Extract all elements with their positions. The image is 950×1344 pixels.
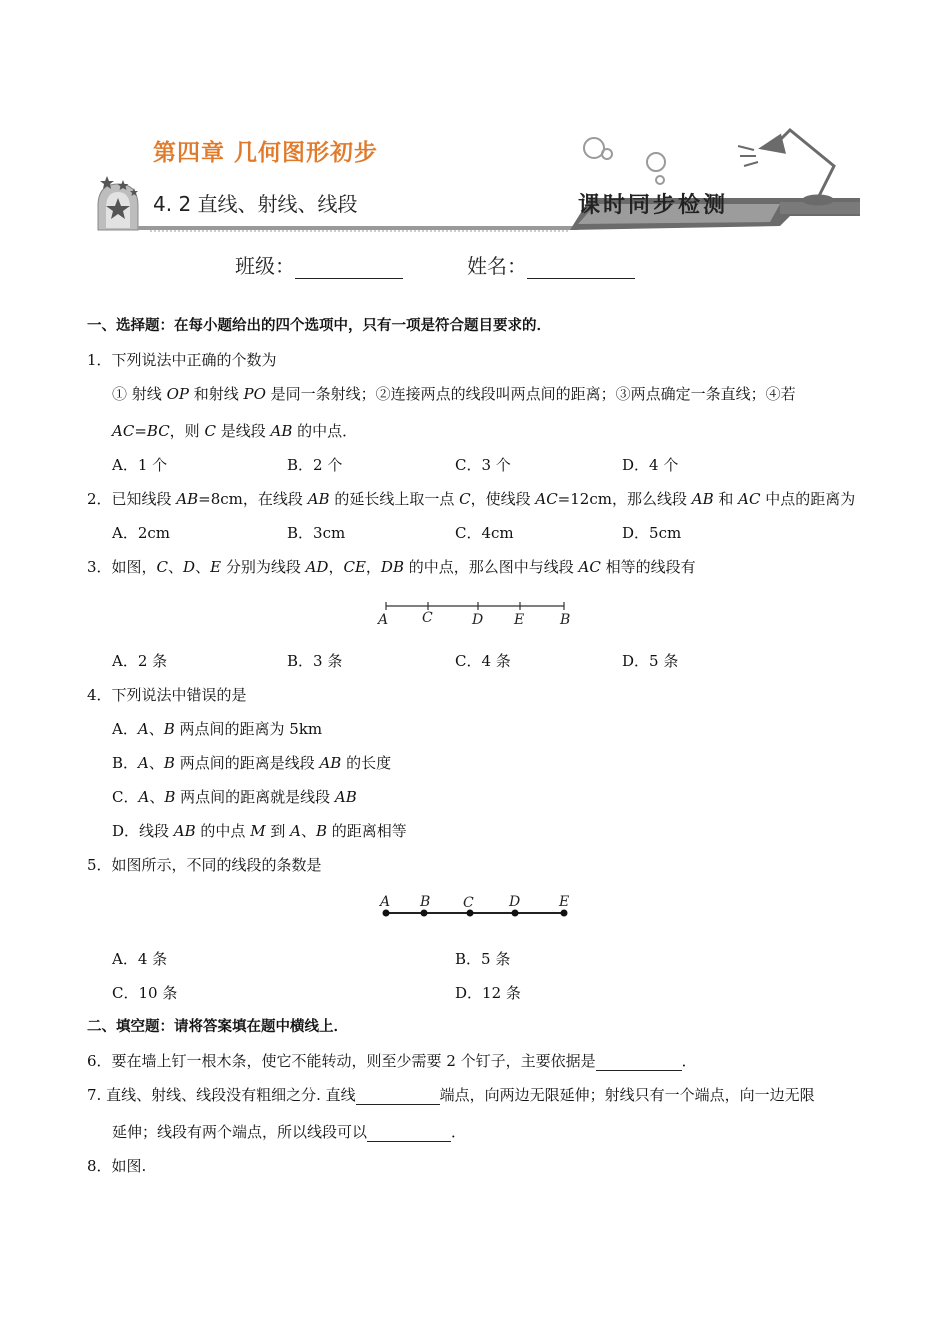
q8-stem: 8．如图.	[87, 1157, 147, 1175]
q3-label-c: C	[422, 610, 433, 626]
class-field	[235, 250, 403, 279]
desk-lamp-icon	[738, 130, 834, 204]
q7-blank-2[interactable]	[367, 1125, 451, 1142]
name-label: 姓名：	[467, 254, 527, 278]
q2-stem: 2．已知线段 AB=8cm，在线段 AB 的延长线上取一点 C，使线段 AC=12cm，那么线段 AB 和 AC 中点的距离为	[87, 490, 856, 508]
q3-label-e: E	[514, 612, 525, 628]
q3-label-a: A	[378, 612, 389, 628]
q3-option-c[interactable]: C．4 条	[455, 652, 511, 670]
q5-label-e: E	[559, 894, 570, 910]
q3-label-d: D	[472, 612, 484, 628]
q1-stem-line2: ① 射线 OP 和射线 PO 是同一条射线；②连接两点的线段叫两点间的距离；③两点确定一条直线；④若	[112, 385, 796, 403]
q1-option-b[interactable]: B．2 个	[287, 456, 343, 474]
q4-option-a[interactable]: A．A、B 两点间的距离为 5km	[112, 720, 323, 738]
q5-figure	[374, 890, 574, 926]
q1-option-d[interactable]: D．4 个	[622, 456, 679, 474]
q4-option-d[interactable]: D．线段 AB 的中点 M 到 A、B 的距离相等	[112, 822, 407, 840]
q7-line1: 7. 直线、射线、线段没有粗细之分. 直线 端点，向两边无限延伸；射线只有一个端点，向一边无限	[87, 1086, 815, 1104]
q5-point-e	[561, 910, 568, 917]
q4-option-c[interactable]: C．A、B 两点间的距离就是线段 AB	[112, 788, 357, 806]
name-blank[interactable]	[527, 258, 635, 279]
q4-stem: 4．下列说法中错误的是	[87, 686, 247, 704]
q5-point-a	[383, 910, 390, 917]
q2-option-c[interactable]: C．4cm	[455, 524, 514, 542]
q6: 6．要在墙上钉一根木条，使它不能转动，则至少需要 2 个钉子，主要依据是 ．	[87, 1052, 697, 1070]
q3-label-b: B	[560, 612, 571, 628]
name-field	[467, 250, 635, 279]
q5-label-b: B	[420, 894, 431, 910]
q5-label-a: A	[380, 894, 391, 910]
q5-option-a[interactable]: A．4 条	[112, 950, 168, 968]
q5-stem: 5．如图所示，不同的线段的条数是	[87, 856, 322, 874]
bubbles-icon	[584, 138, 665, 184]
class-blank[interactable]	[295, 258, 403, 279]
q3-option-d[interactable]: D．5 条	[622, 652, 679, 670]
q3-stem: 3．如图，C、D、E 分别为线段 AD，CE，DB 的中点，那么图中与线段 AC 相等的线段有	[87, 558, 696, 576]
part2-heading: 二、填空题：请将答案填在题中横线上．	[87, 1019, 348, 1035]
q3-figure	[374, 595, 574, 631]
q1-option-c[interactable]: C．3 个	[455, 456, 511, 474]
q6-blank[interactable]	[596, 1054, 682, 1071]
q1-stem-line3: AC=BC，则 C 是线段 AB 的中点．	[112, 422, 358, 440]
q5-point-d	[512, 910, 519, 917]
section-title: 4. 2 直线、射线、线段	[153, 192, 358, 216]
q4-option-b[interactable]: B．A、B 两点间的距离是线段 AB 的长度	[112, 754, 392, 772]
q3-option-b[interactable]: B．3 条	[287, 652, 343, 670]
q3-option-a[interactable]: A．2 条	[112, 652, 168, 670]
class-label: 班级：	[235, 254, 295, 278]
q1-stem: 1．下列说法中正确的个数为	[87, 351, 277, 369]
banner-title: 课时同步检测	[578, 192, 729, 218]
q1-option-a[interactable]: A．1 个	[112, 456, 168, 474]
part1-heading: 一、选择题：在每小题给出的四个选项中，只有一项是符合题目要求的．	[87, 318, 551, 334]
q5-point-b	[421, 910, 428, 917]
q5-label-c: C	[463, 895, 474, 911]
q2-option-b[interactable]: B．3cm	[287, 524, 346, 542]
q5-option-c[interactable]: C．10 条	[112, 984, 178, 1002]
q7-line2: 延伸；线段有两个端点，所以线段可以 ．	[112, 1123, 467, 1141]
q7-blank-1[interactable]	[356, 1088, 440, 1105]
q2-option-d[interactable]: D．5cm	[622, 524, 682, 542]
q5-label-d: D	[509, 894, 521, 910]
q2-option-a[interactable]: A．2cm	[112, 524, 171, 542]
q5-option-d[interactable]: D．12 条	[455, 984, 521, 1002]
star-badge-icon	[98, 176, 138, 230]
chapter-title: 第四章 几何图形初步	[153, 140, 379, 166]
q5-option-b[interactable]: B．5 条	[455, 950, 511, 968]
